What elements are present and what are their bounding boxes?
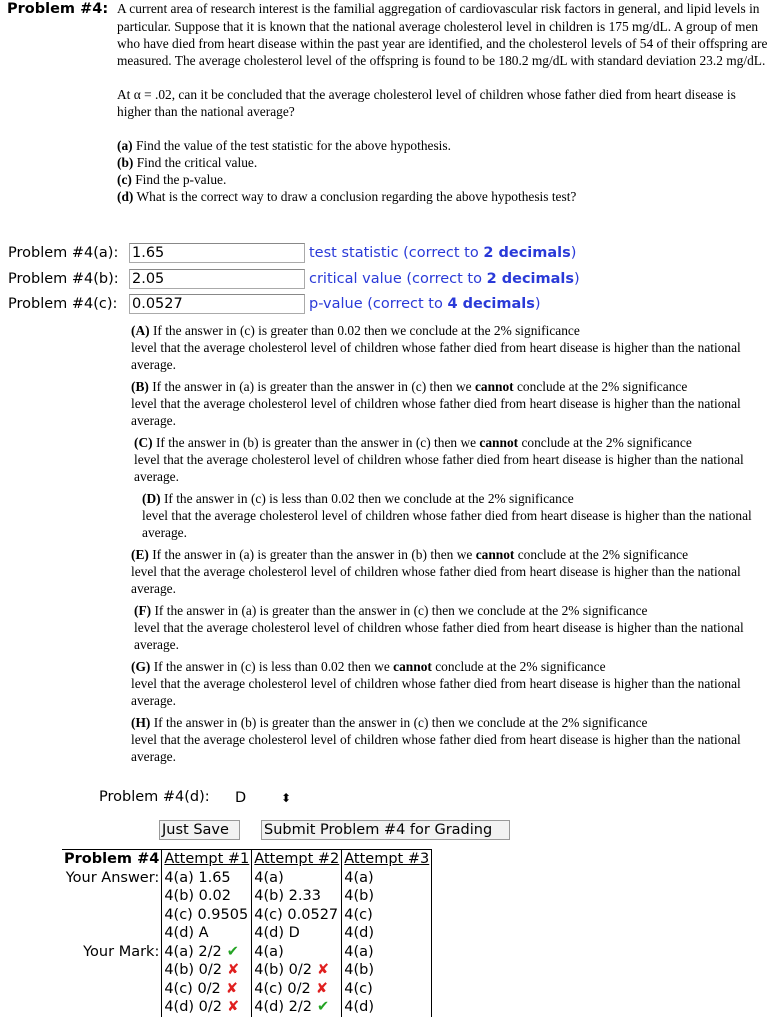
answer-row-a: [8, 241, 576, 265]
problem-part-tag: (c): [117, 172, 132, 187]
problem-part: [117, 171, 770, 188]
answer-cell-3: 4(a) 4(b) 4(c) 4(d): [342, 869, 432, 943]
option-h: (H) If the answer in (b) is greater than the answer in (c) then we conclude at the 2% significance level that the average cholesterol level of children whose father died from heart disease is higher than the national average.: [131, 715, 741, 764]
problem-question: At α = .02, can it be concluded that the average cholesterol level of children whose father died from heart disease is higher than the national average?: [117, 87, 736, 119]
option-b: (B) If the answer in (a) is greater than the answer in (c) then we cannot conclude at the 2% significance level that the average cholesterol level of children whose father died from heart disease is higher than the national average.: [131, 379, 741, 428]
option-g: (G) If the answer in (c) is less than 0.02 then we cannot conclude at the 2% significance level that the average cholesterol level of children whose father died from heart disease is higher than the national average.: [131, 659, 741, 708]
select-d-label: Problem #4(d):: [99, 789, 210, 805]
your-mark-label: Your Mark:: [83, 943, 160, 960]
problem-part-text: Find the p-value.: [131, 172, 227, 187]
cross-icon: ✘: [222, 999, 240, 1015]
mark-cell-1: 4(a) 2/2 ✔ 4(b) 0/2 ✘ 4(c) 0/2 ✘ 4(d) 0/2 ✘: [162, 943, 252, 1017]
cross-icon: ✘: [220, 980, 238, 997]
option-tag: (A): [131, 323, 153, 338]
your-answer-label: Your Answer:: [65, 869, 160, 886]
problem-part-text: Find the value of the test statistic for the above hypothesis.: [132, 138, 451, 153]
attempt-header-3[interactable]: Attempt #3: [342, 850, 432, 869]
problem-parts: [7, 137, 770, 205]
mark-cell-3: 4(a) 4(b) 4(c) 4(d): [342, 943, 432, 1017]
problem-part-text: Find the critical value.: [133, 155, 258, 170]
option-a: (A) If the answer in (c) is greater than 0.02 then we conclude at the 2% significance level that the average cholesterol level of children whose father died from heart disease is higher than the national average.: [131, 323, 741, 372]
select-arrows-icon: ⬍: [281, 791, 292, 805]
option-c: (C) If the answer in (b) is greater than the answer in (c) then we cannot conclude at the 2% significance level that the average cholesterol level of children whose father died from heart disease is higher than the national average.: [134, 435, 744, 484]
problem-part-tag: (a): [117, 138, 133, 153]
problem-part: [117, 154, 770, 171]
option-f: (F) If the answer in (a) is greater than the answer in (c) then we conclude at the 2% significance level that the average cholesterol level of children whose father died from heart disease is higher than the national average.: [134, 603, 744, 652]
answer-cell-2: 4(a) 4(b) 2.33 4(c) 0.0527 4(d) D: [252, 869, 342, 943]
problem-statement: [7, 0, 770, 205]
option-tag: (H): [131, 715, 154, 730]
problem-part-tag: (b): [117, 155, 134, 170]
attempt-header-1[interactable]: Attempt #1: [162, 850, 252, 869]
cross-icon: ✘: [312, 962, 330, 978]
just-save-button[interactable]: Just Save: [159, 820, 240, 840]
cross-icon: ✘: [310, 980, 328, 997]
answer-input-b[interactable]: 2.05: [129, 269, 305, 289]
attempts-table: [62, 849, 432, 1017]
problem-part: [117, 137, 770, 154]
option-tag: (D): [142, 491, 164, 506]
problem-part-text: What is the correct way to draw a conclusion regarding the above hypothesis test?: [133, 189, 577, 204]
problem-part: [117, 188, 770, 205]
check-icon: ✔: [221, 943, 239, 960]
problem-text: Problem #4: A current area of research interest is the familial aggregation of cardiovascular risk factors in general, and lipid levels in particular. Suppose that it is known that the national average cholesterol level in children is 175 mg/dL. A group of men who have died from heart disease within the past year are identified, and the cholesterol levels of 54 of their offspring are measured. The average cholesterol level of the offspring is found to be 180.2 mg/dL with standard deviation 23.2 mg/dL.: [7, 1, 768, 68]
answer-label-b: Problem #4(b):: [8, 271, 119, 287]
answer-input-c[interactable]: 0.0527: [129, 294, 305, 314]
option-tag: (E): [131, 547, 153, 562]
attempt-header-2[interactable]: Attempt #2: [252, 850, 342, 869]
option-e: (E) If the answer in (a) is greater than the answer in (b) then we cannot conclude at the 2% significance level that the average cholesterol level of children whose father died from heart disease is higher than the national average.: [131, 547, 741, 596]
cross-icon: ✘: [222, 962, 240, 978]
answer-hint-a: test statistic (correct to 2 decimals): [309, 245, 577, 261]
option-tag: (B): [131, 379, 153, 394]
answer-label-c: Problem #4(c):: [8, 296, 118, 312]
mark-cell-2: 4(a) 4(b) 0/2 ✘ 4(c) 0/2 ✘ 4(d) 2/2 ✔: [252, 943, 342, 1017]
check-icon: ✔: [312, 999, 330, 1015]
answer-row-c: [8, 292, 541, 316]
problem-label: Problem #4:: [7, 1, 109, 17]
option-d: (D) If the answer in (c) is less than 0.02 then we conclude at the 2% significance level that the average cholesterol level of children whose father died from heart disease is higher than the national average.: [142, 491, 752, 540]
answer-hint-c: p-value (correct to 4 decimals): [309, 296, 541, 312]
problem-part-tag: (d): [117, 189, 134, 204]
option-tag: (G): [131, 659, 154, 674]
select-d-value: D: [235, 790, 247, 806]
option-tag: (C): [134, 435, 156, 450]
answer-row-b: [8, 267, 580, 291]
answer-input-a[interactable]: 1.65: [129, 243, 305, 263]
submit-button[interactable]: Submit Problem #4 for Grading: [261, 820, 510, 840]
answer-cell-1: 4(a) 1.65 4(b) 0.02 4(c) 0.9505 4(d) A: [162, 869, 252, 943]
option-tag: (F): [134, 603, 155, 618]
answer-label-a: Problem #4(a):: [8, 245, 119, 261]
attempts-title: Problem #4: [62, 850, 162, 869]
answer-hint-b: critical value (correct to 2 decimals): [309, 271, 580, 287]
answer-select-d[interactable]: [227, 787, 294, 809]
